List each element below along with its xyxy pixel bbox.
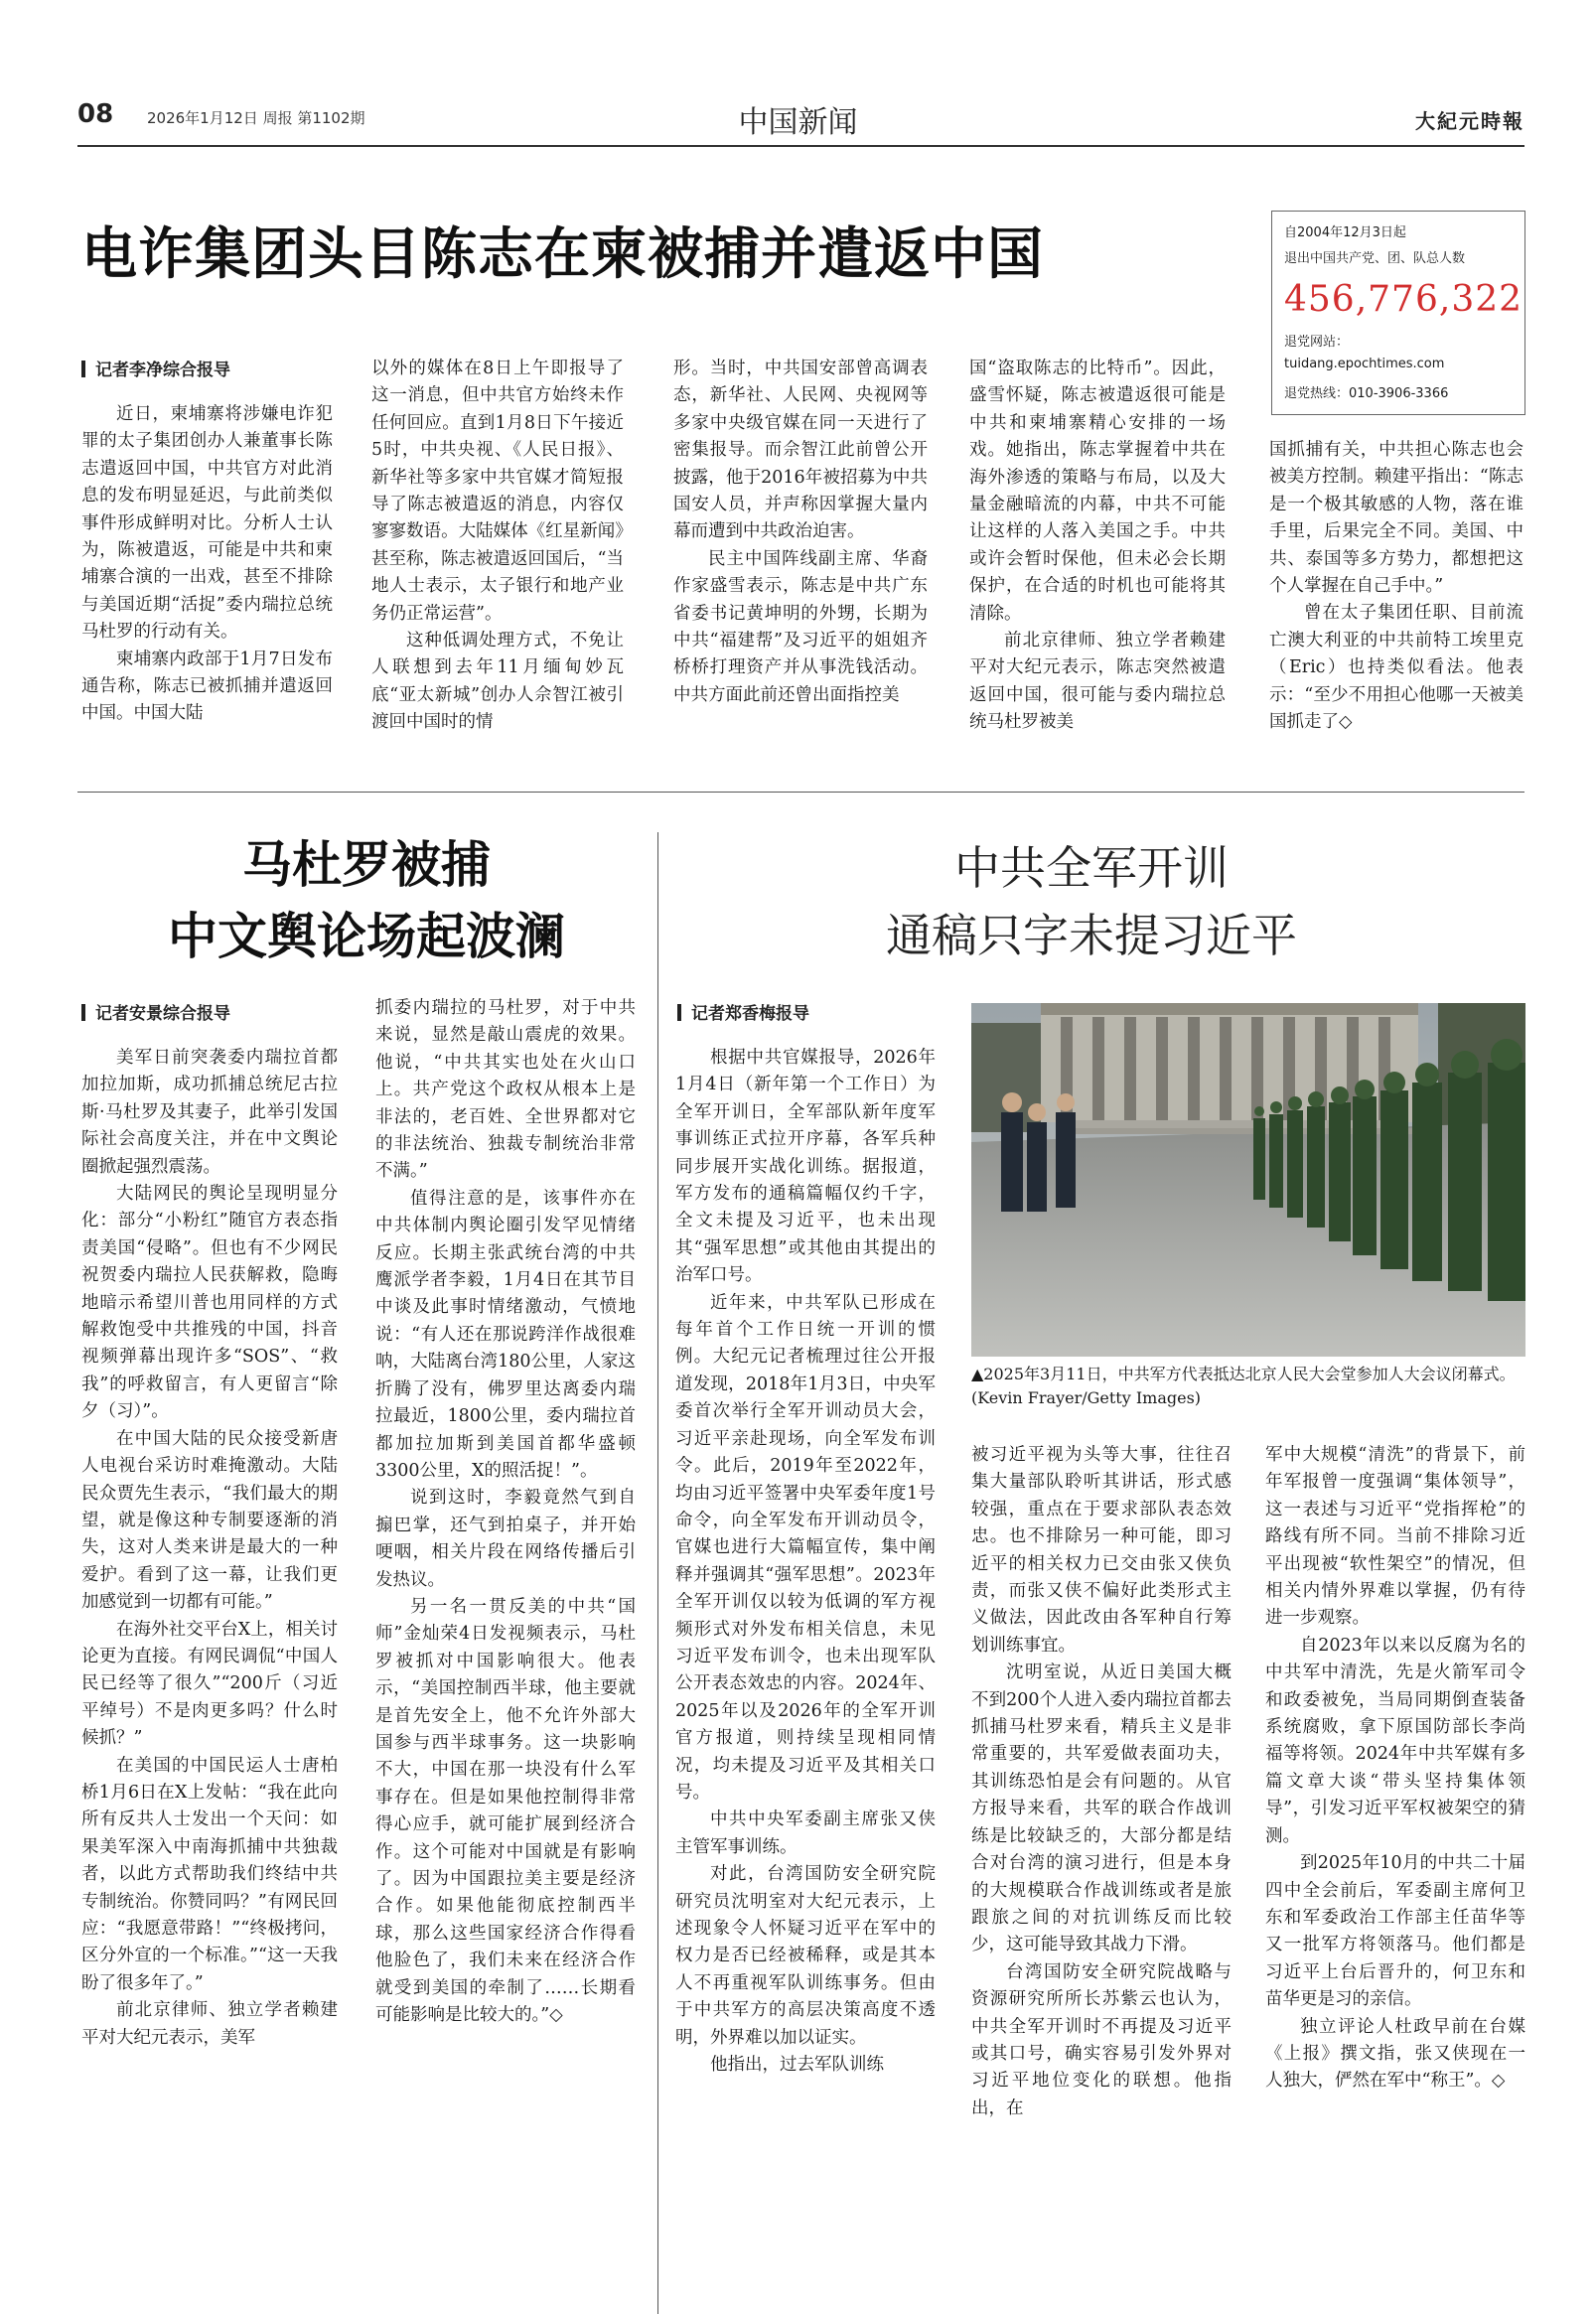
article1-column-1 [81,401,333,769]
quit-party-box [1271,211,1525,415]
section-title: 中国新闻 [738,105,858,140]
great-hall-photo-icon [971,1003,1525,1357]
article2-headline-line2: 中文舆论场起波澜 [168,907,565,965]
paragraph: 台湾国防安全研究院战略与资源研究所所长苏紫云也认为，中共全军开训时不再提及习近平或其口号，确实容易引发外界对习近平地位变化的联想。他指出，在 [971,1961,1232,2118]
quit-box-hotline: 退党热线：010-3906-3366 [1284,386,1449,401]
article1-column-5 [1269,437,1523,769]
article2-headline [77,829,655,972]
header-rule [77,145,1524,147]
quit-box-site-label: 退党网站： [1284,335,1350,350]
article3-byline: 记者郑香梅报导 [677,999,809,1024]
paragraph: 自2023年以来以反腐为名的中共军中清洗，先是火箭军司令和政委被免，当局同期倒查装备系统腐败，拿下原国防部长李尚福等将领。2024年中共军媒有多篇文章大谈“带头坚持集体领导”，引发习近平军权被架空的猜测。 [1265,1635,1525,1846]
paragraph: 在海外社交平台X上，相关讨论更为直接。有网民调侃“中国人民已经等了很久”“200斤（习近平绰号）不是肉更多吗？什么时候抓？” [81,1619,338,1749]
paragraph: 曾在太子集团任职、目前流亡澳大利亚的中共前特工埃里克（Eric）也持类似看法。他表示：“至少不用担心他哪一天被美国抓走了◇ [1269,603,1523,733]
paragraph: 前北京律师、独立学者赖建平对大纪元表示，陈志突然被遣返回中国，很可能与委内瑞拉总统马杜罗被美 [969,631,1226,733]
article2-column-1 [81,1045,338,2306]
article2-byline: 记者安景综合报导 [81,999,230,1024]
article2-column-2 [375,995,636,2306]
paragraph: 这种低调处理方式，不免让人联想到去年11月缅甸妙瓦底“亚太新城”创办人佘智江被引渡回中国时的情 [371,631,624,733]
article1-column-4 [969,356,1226,769]
paragraph: 近年来，中共军队已形成在每年首个工作日统一开训的惯例。大纪元记者梳理过往公开报道发现，2018年1月3日，中央军委首次举行全军开训动员大会，习近平亲赴现场，向全军发布训令。此后，2019年至2022年，均由习近平签署中央军委年度1号命令，向全军发布开训动员令，官媒也进行大篇幅宣传，集中阐释并强调其“强军思想”。2023年全军开训仅以较为低调的军方视频形式对外发布相关信息，未见习近平发布训令，也未出现军队公开表态效忠的内容。2024年、2025年以及2026年的全军开训官方报道，则持续呈现相同情况，均未提及习近平及其相关口号。 [675,1292,936,1803]
news-photo [971,1003,1525,1357]
article1-column-2 [371,356,624,769]
paragraph: 以外的媒体在8日上午即报导了这一消息，但中共官方始终未作任何回应。直到1月8日下午接近5时，中共央视、《人民日报》、新华社等多家中共官媒才简短报导了陈志被遣返的消息，内容仅寥寥数语。大陆媒体《红星新闻》甚至称，陈志被遣返回国后，“当地人士表示，太子银行和地产业务仍正常运营”。 [371,359,624,624]
paragraph: 根据中共官媒报导，2026年1月4日（新年第一个工作日）为全军开训日，全军部队新年度军事训练正式拉开序幕，各军兵种同步展开实战化训练。据报道，军方发布的通稿篇幅仅约千字，全文未提及习近平，也未出现其“强军思想”或其他由其提出的治军口号。 [675,1048,936,1286]
paragraph: 美军日前突袭委内瑞拉首都加拉加斯，成功抓捕总统尼古拉斯·马杜罗及其妻子，此举引发国际社会高度关注，并在中文舆论圈掀起强烈震荡。 [81,1048,338,1177]
paragraph: 被习近平视为头等大事，往往召集大量部队聆听其讲话，形式感较强，重点在于要求部队表态效忠。也不排除另一种可能，即习近平的相关权力已交由张又侠负责，而张又侠不偏好此类形式主义做法，因此改由各军种自行筹划训练事宜。 [971,1445,1232,1656]
article1-column-3 [673,356,928,769]
quit-box-site: tuidang.epochtimes.com [1284,357,1445,371]
paragraph: 沈明室说，从近日美国大概不到200个人进入委内瑞拉首都去抓捕马杜罗来看，精兵主义是非常重要的，共军爱做表面功夫，其训练恐怕是会有问题的。从官方报导来看，共军的联合作战训练是比较缺乏的，大部分都是结合对台湾的演习进行，但是本身的大规模联合作战训练或者是旅跟旅之间的对抗训练反而比较少，这可能导致其战力下滑。 [971,1663,1232,1955]
paragraph: 国“盗取陈志的比特币”。因此，盛雪怀疑，陈志被遣返很可能是中共和柬埔寨精心安排的一场戏。她指出，陈志掌握着中共在海外渗透的策略与布局，以及大量金融暗流的内幕，中共不可能让这样的人落入美国之手。中共或许会暂时保他，但未必会长期保护，在合适的时机也可能将其清除。 [969,359,1226,624]
article3-column-2 [971,1442,1232,2306]
column-divider [657,832,658,2314]
article3-headline [663,834,1520,969]
paragraph: 军中大规模“清洗”的背景下，前年军报曾一度强调“集体领导”，这一表述与习近平“党指挥枪”的路线有所不同。当前不排除习近平出现被“软性架空”的情况，但相关内情外界难以掌握，仍有待进一步观察。 [1265,1445,1525,1629]
page-number: 08 [77,99,114,129]
paragraph: 在中国大陆的民众接受新唐人电视台采访时难掩激动。大陆民众贾先生表示，“我们最大的期望，就是像这种专制要逐渐的消失，这对人类来讲是最大的一种爱护。看到了这一幕，让我们更加感觉到一切都有可能。” [81,1428,338,1613]
article3-column-1 [675,1045,936,2306]
paragraph: 另一名一贯反美的中共“国师”金灿荣4日发视频表示，马杜罗被抓对中国影响很大。他表示，“美国控制西半球，他主要就是首先安全上，他不允许外部大国参与西半球事务。这一块影响不大，中国在那一块没有什么军事存在。但是如果他控制得非常得心应手，就可能扩展到经济合作。这个可能对中国就是有影响了。因为中国跟拉美主要是经济合作。如果他能彻底控制西半球，那么这些国家经济合作得看他脸色了，我们未来在经济合作就受到美国的牵制了……长期看可能影响是比较大的。”◇ [375,1596,636,2026]
quit-box-count: 456,776,322 [1284,279,1523,320]
issue-date: 2026年1月12日 周报 第1102期 [147,109,365,127]
article3-column-3 [1265,1442,1525,2306]
photo-caption: ▲2025年3月11日，中共军方代表抵达北京人民大会堂参加人大会议闭幕式。(Kevin Frayer/Getty Images) [971,1365,1516,1407]
article1-headline: 电诈集团头目陈志在柬被捕并遣返中国 [81,221,1044,287]
section-divider [77,792,1524,793]
quit-box-since: 自2004年12月3日起 [1284,225,1406,240]
quit-box-label: 退出中国共产党、团、队总人数 [1284,251,1466,266]
paragraph: 近日，柬埔寨将涉嫌电诈犯罪的太子集团创办人兼董事长陈志遣返回中国，中共官方对此消息的发布明显延迟，与此前类似事件形成鲜明对比。分析人士认为，陈被遣返，可能是中共和柬埔寨合演的一出戏，甚至不排除与美国近期“活捉”委内瑞拉总统马杜罗的行动有关。 [81,404,333,643]
paragraph: 对此，台湾国防安全研究院研究员沈明室对大纪元表示，上述现象令人怀疑习近平在军中的权力是否已经被稀释，或是其本人不再重视军队训练事务。但由于中共军方的高层决策高度不透明，外界难以加以证实。 [675,1864,936,2048]
paragraph: 说到这时，李毅竟然气到自搧巴掌，还气到拍桌子，并开始哽咽，相关片段在网络传播后引发热议。 [375,1488,636,1590]
paragraph: 大陆网民的舆论呈现明显分化：部分“小粉红”随官方表态指责美国“侵略”。但也有不少网民祝贺委内瑞拉人民获解救，隐晦地暗示希望川普也用同样的方式解救饱受中共推残的中国，抖音视频弹幕出现许多“SOS”、“救我”的呼救留言，有人更留言“除夕（习）”。 [81,1184,338,1422]
paragraph: 到2025年10月的中共二十届四中全会前后，军委副主席何卫东和军委政治工作部主任苗华等又一批军方将领落马。他们都是习近平上台后晋升的，何卫东和苗华更是习的亲信。 [1265,1853,1525,2010]
paragraph: 他指出，过去军队训练 [710,2055,884,2076]
paragraph: 抓委内瑞拉的马杜罗，对于中共来说，显然是敲山震虎的效果。他说，“中共其实也处在火山口上。共产党这个政权从根本上是非法的，老百姓、全世界都对它的非法统治、独裁专制统治非常不满。” [375,998,636,1182]
article2-headline-line1: 马杜罗被捕 [242,835,491,894]
masthead-logo: 大紀元時報 [1415,109,1524,133]
paragraph: 民主中国阵线副主席、华裔作家盛雪表示，陈志是中共广东省委书记黄坤明的外甥，长期为中共“福建帮”及习近平的姐姐齐桥桥打理资产并从事洗钱活动。中共方面此前还曾出面指控美 [673,548,928,705]
paragraph: 前北京律师、独立学者赖建平对大纪元表示，美军 [81,2000,338,2048]
article1-byline: 记者李净综合报导 [81,356,230,380]
paragraph: 国抓捕有关，中共担心陈志也会被美方控制。赖建平指出：“陈志是一个极其敏感的人物，落在谁手里，后果完全不同。美国、中共、泰国等多方势力，都想把这个人掌握在自己手中。” [1269,440,1523,597]
paragraph: 形。当时，中共国安部曾高调表态，新华社、人民网、央视网等多家中央级官媒在同一天进行了密集报导。而佘智江此前曾公开披露，他于2016年被招募为中共国安人员，并声称因掌握大量内幕而遭到中共政治迫害。 [673,359,928,542]
paragraph: 柬埔寨内政部于1月7日发布通告称，陈志已被抓捕并遣返回中国。中国大陆 [81,649,333,724]
article3-headline-line2: 通稿只字未提习近平 [886,909,1297,962]
paragraph: 值得注意的是，该事件亦在中共体制内舆论圈引发罕见情绪反应。长期主张武统台湾的中共鹰派学者李毅，1月4日在其节目中谈及此事时情绪激动，气愤地说：“有人还在那说跨洋作战很难呐，大陆离台湾180公里，人家这折腾了没有，佛罗里达离委内瑞拉最近，1800公里，委内瑞拉首都加拉加斯到美国首都华盛顿3300公里，X的照活捉！”。 [375,1188,636,1481]
paragraph: 独立评论人杜政早前在台媒《上报》撰文指，张又侠现在一人独大，俨然在军中“称王”。◇ [1265,2016,1525,2092]
paragraph: 中共中央军委副主席张又侠主管军事训练。 [675,1809,936,1857]
paragraph: 在美国的中国民运人士唐柏桥1月6日在X上发帖：“我在此向所有反共人士发出一个天问：如果美军深入中南海抓捕中共独裁者，以此方式帮助我们终结中共专制统治。你赞同吗？”有网民回应：“我愿意带路！”“终极拷问，区分外宣的一个标准。”“这一天我盼了很多年了。” [81,1755,338,1993]
article3-headline-line1: 中共全军开训 [954,841,1229,895]
